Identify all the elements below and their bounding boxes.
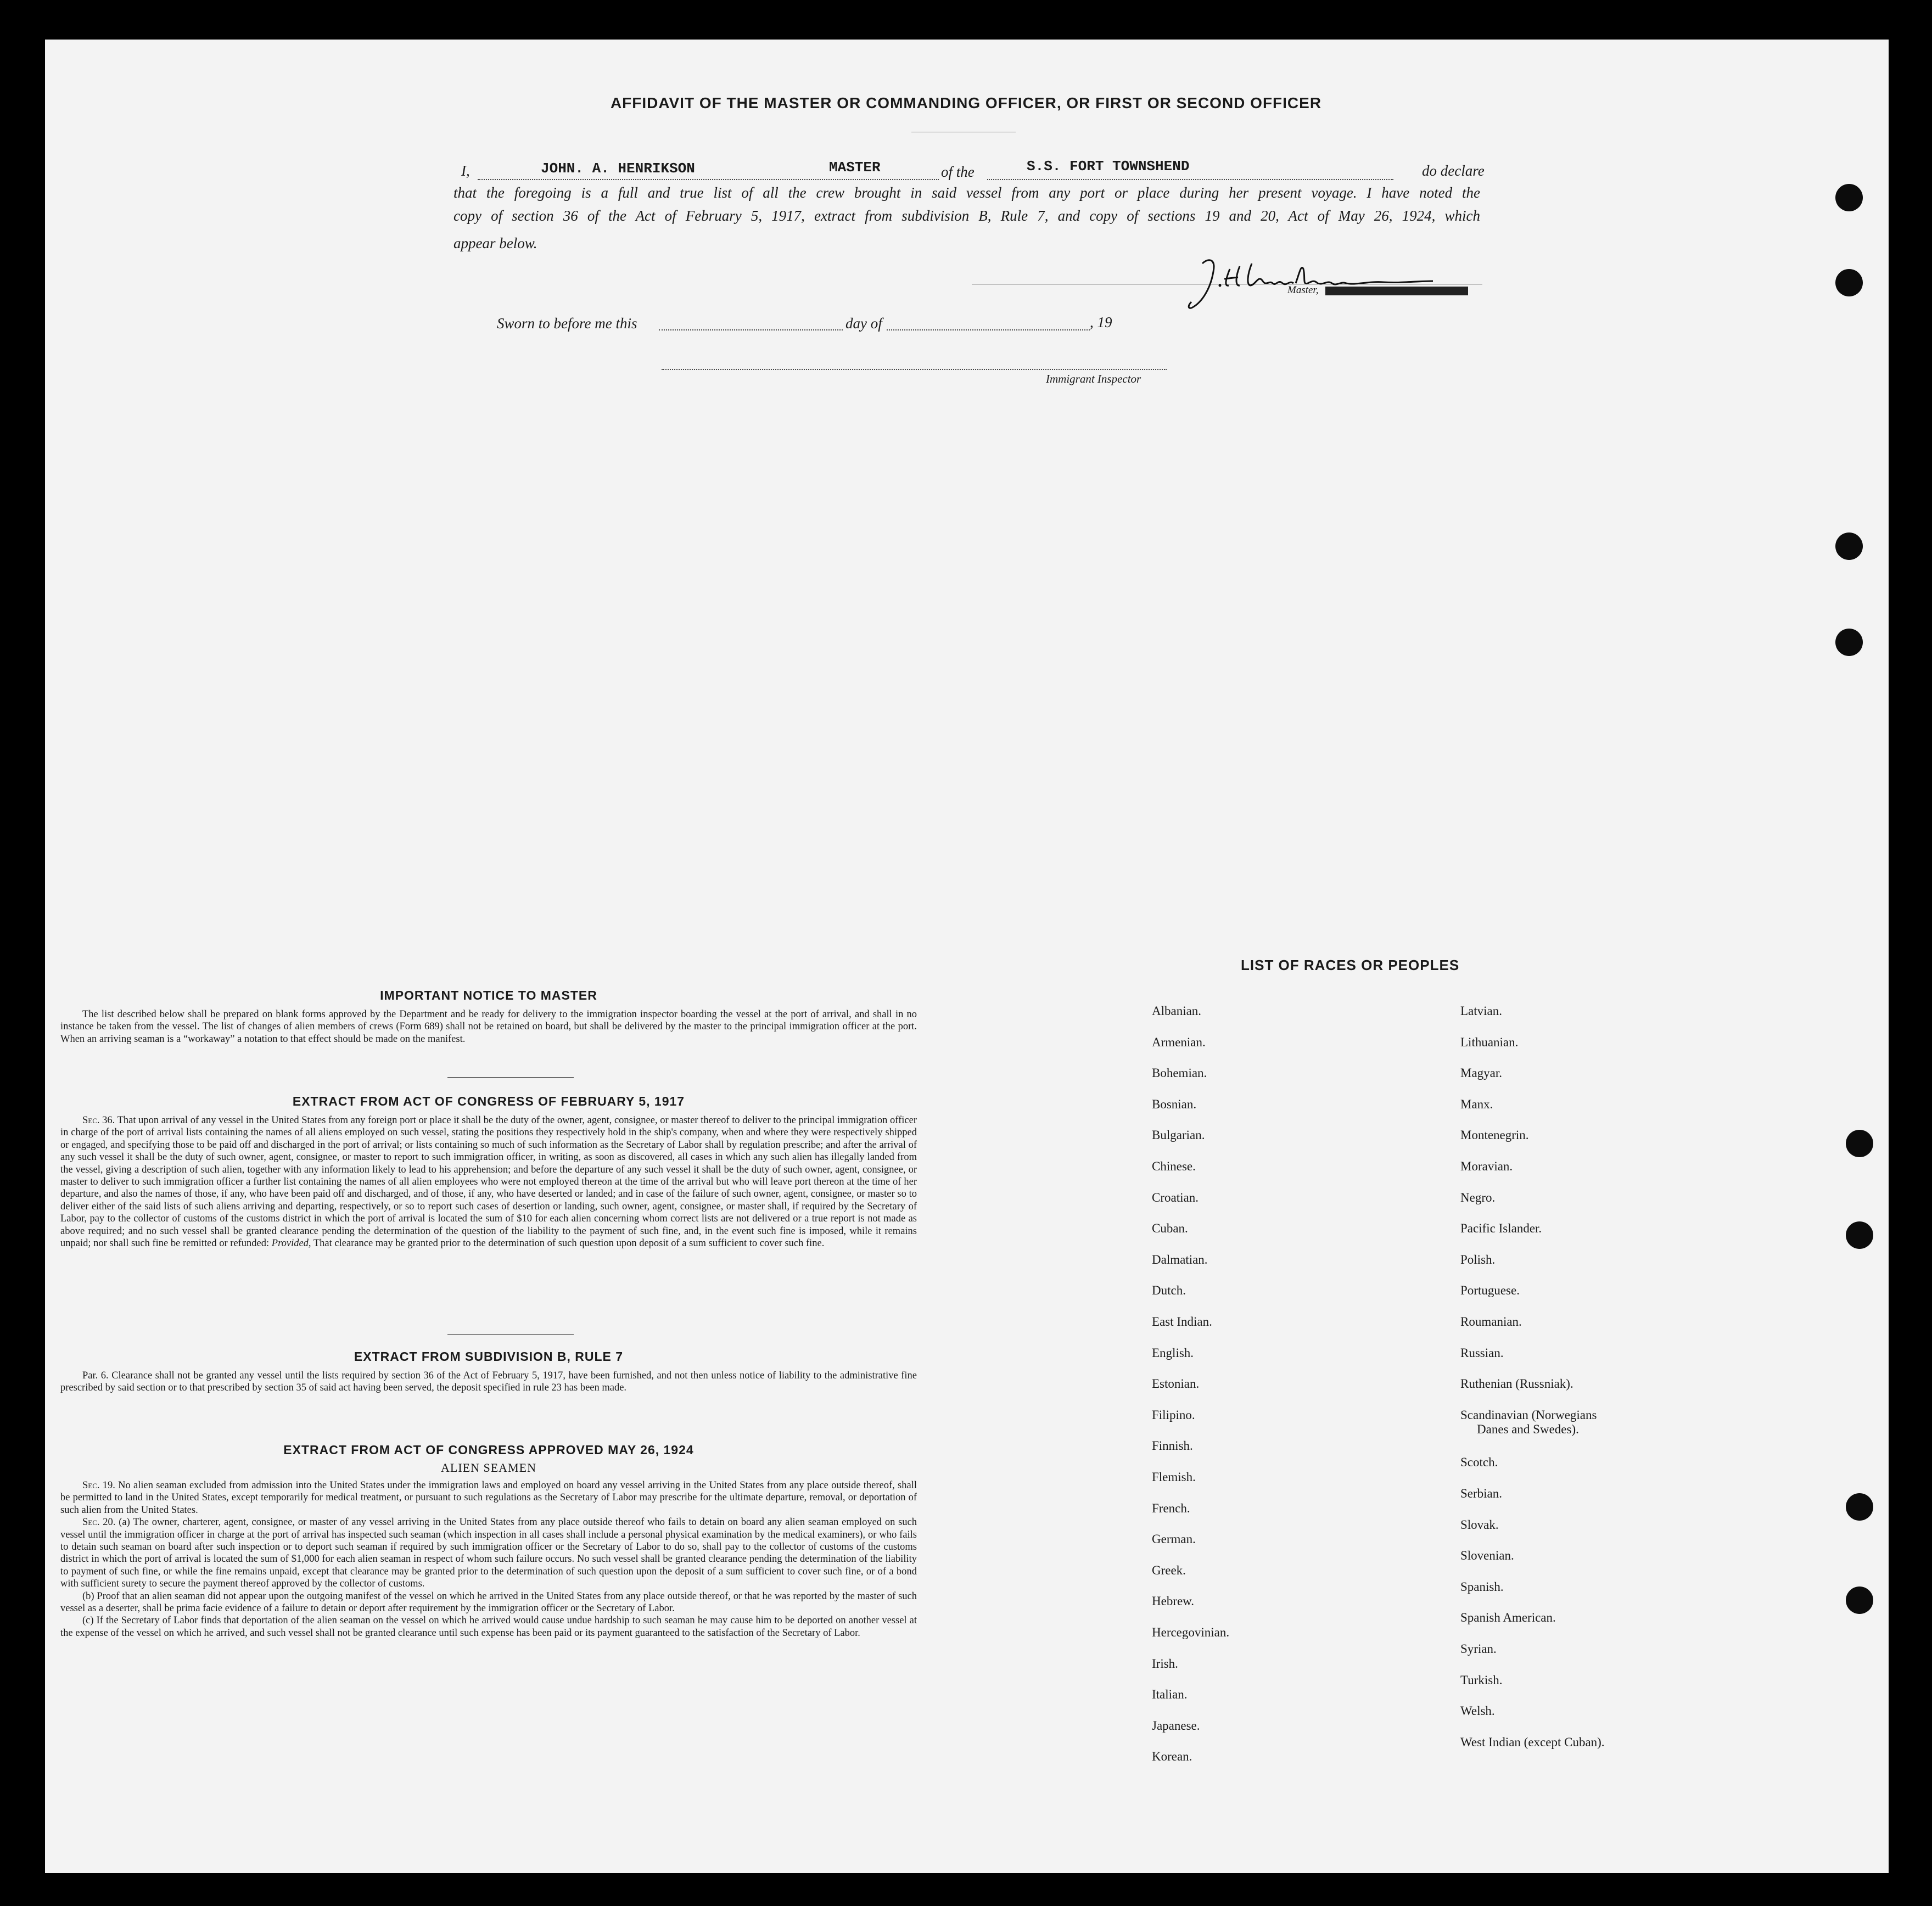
master-title: Master, <box>1287 284 1319 296</box>
race-item: Ruthenian (Russniak). <box>1460 1377 1573 1391</box>
sec20a-body: (a) The owner, charterer, agent, consignee, or master of any vessel arriving in the United States from any place outside thereof who fails to detain on board any alien seaman employed on such vessel until the immigration officer in charge at the port of arrival has inspected such seaman (which inspection in all cases shall include a personal physical examination by the medical examiners), or who fails to detain such seaman on board after such inspection or to deport such seaman if required by such immigration officer or the Secretary of Labor to do so, shall pay to the collector of customs of the customs district in which the port of arrival is located the sum of $1,000 for each alien seaman in respect of whom such failure occurs. No such vessel shall be granted clearance pending the determination of the liability to payment of such fine, or while the fine remains unpaid, except that clearance may be granted prior to the determination of such question upon the deposit of a sum sufficient to cover such fine, or of a bond with sufficient surety to secure the payment thereof approved by the collector of customs. <box>60 1517 917 1590</box>
race-item: Croatian. <box>1152 1190 1199 1204</box>
notice-text: The list described below shall be prepared on blank forms approved by the Department and be ready for delivery to the immigration inspector boarding the vessel at the port of arrival, and shall in no instance be taken from the vessel. The list of changes of alien members of crews (Form 689) shall not be retained on board, but shall be delivered by the master to the principal immigration officer at the port. When an arriving seaman is a “workaway” a notation to that effect should be made on the manifest. <box>60 1009 917 1045</box>
race-item: Bohemian. <box>1152 1066 1207 1080</box>
sec20c-text: (c) If the Secretary of Labor finds that deportation of the alien seaman on the vessel on which he arrived would cause undue hardship to such seaman he may cause him to be deported on another vessel at the expense of the vessel on which he arrived, and such vessel shall not be granted clearance until such expense has been paid or its payment guaranteed to the satisfaction of the Secretary of Labor. <box>60 1615 917 1639</box>
race-item: French. <box>1152 1501 1190 1515</box>
race-item: Spanish. <box>1460 1579 1504 1594</box>
race-item: German. <box>1152 1532 1196 1546</box>
rule-7 <box>60 1349 917 1394</box>
inspector-label: Immigrant Inspector <box>1046 372 1141 385</box>
sec19-body: No alien seaman excluded from admission into the United States under the immigration laws and employed on board any vessel arriving in the United States from any place outside thereof, shall be permitted to land in the United States, except temporarily for medical treatment, or pursuant to such regulations as the Secretary of Labor may prescribe for the ultimate departure, removal, or deportation of such alien from the United States. <box>60 1480 917 1516</box>
race-item: Slovenian. <box>1460 1549 1514 1563</box>
extract-1917-heading: EXTRACT FROM ACT OF CONGRESS OF FEBRUARY 5, 1917 <box>292 1094 685 1108</box>
punch-hole <box>1846 1221 1873 1249</box>
sec20b-text: (b) Proof that an alien seaman did not appear upon the outgoing manifest of the vessel on which he arrived in the United States from any place outside thereof, or that he was reported by the master of such vessel as a deserter, shall be prima facie evidence of a failure to detain or deport after requirement by the immigration officer or the Secretary of Labor. <box>60 1590 917 1615</box>
race-item: Lithuanian. <box>1460 1035 1519 1049</box>
race-item: Albanian. <box>1152 1004 1202 1018</box>
race-item: West Indian (except Cuban). <box>1460 1735 1605 1749</box>
alien-seamen-subheading: ALIEN SEAMEN <box>441 1461 536 1475</box>
day-of-label: day of <box>845 315 882 332</box>
race-item: Polish. <box>1460 1252 1496 1266</box>
sec19-text <box>60 1479 917 1516</box>
race-item: Hercegovinian. <box>1152 1625 1230 1639</box>
punch-hole <box>1846 1130 1873 1157</box>
race-item: Latvian. <box>1460 1004 1502 1018</box>
section-divider <box>447 1077 574 1078</box>
punch-hole <box>1835 269 1863 296</box>
race-item: Bulgarian. <box>1152 1128 1205 1142</box>
punch-hole <box>1846 1587 1873 1614</box>
important-notice <box>60 988 917 1045</box>
race-item: Estonian. <box>1152 1377 1200 1391</box>
of-the-label: of the <box>941 164 975 180</box>
race-item: Portuguese. <box>1460 1283 1520 1298</box>
affidavit-text-line: copy of section 36 of the Act of February 5, 1917, extract from subdivision B, Rule 7, and copy of sections 19 and 20, Act of May 26, 1924, which <box>453 208 1480 224</box>
year-label: , 19 <box>1090 314 1112 330</box>
punch-hole <box>1835 184 1863 211</box>
race-item: Roumanian. <box>1460 1315 1522 1328</box>
race-item: Dalmatian. <box>1152 1252 1208 1266</box>
race-item: Turkish. <box>1460 1673 1503 1687</box>
race-item: Japanese. <box>1152 1718 1200 1733</box>
race-item: Bosnian. <box>1152 1097 1197 1111</box>
race-item: Cuban. <box>1152 1221 1188 1236</box>
master-signature <box>1186 247 1438 313</box>
race-item: Serbian. <box>1460 1487 1503 1500</box>
sec20-label: Sec. 20. <box>82 1517 116 1528</box>
sworn-label: Sworn to before me this <box>497 315 637 332</box>
master-name: JOHN. A. HENRIKSON <box>541 160 695 177</box>
punch-hole <box>1835 532 1863 560</box>
race-item: East Indian. <box>1152 1315 1212 1328</box>
race-item: Greek. <box>1152 1563 1186 1577</box>
punch-hole <box>1835 629 1863 656</box>
rule-7-text: Par. 6. Clearance shall not be granted any vessel until the lists required by section 36 of the Act of February 5, 1917, have been furnished, and not then unless notice of liability to the administrative fine prescribed by said section or to that prescribed by section 35 of said act having been served, the deposit specified in rule 23 has been made. <box>60 1370 917 1394</box>
extract-1917 <box>60 1094 917 1249</box>
affidavit-text-line: appear below. <box>453 235 537 251</box>
affidavit-title: AFFIDAVIT OF THE MASTER OR COMMANDING OFFICER, OR FIRST OR SECOND OFFICER <box>610 94 1322 111</box>
race-item: Dutch. <box>1152 1283 1186 1298</box>
notice-heading: IMPORTANT NOTICE TO MASTER <box>380 988 597 1002</box>
sec-label: Sec. 36. <box>82 1115 115 1126</box>
race-item: Negro. <box>1460 1190 1496 1204</box>
race-item: Scandinavian (Norwegians <box>1460 1408 1597 1422</box>
race-item: Magyar. <box>1460 1066 1503 1080</box>
race-item: Russian. <box>1460 1346 1504 1360</box>
race-item: Manx. <box>1460 1097 1493 1111</box>
master-rank: MASTER <box>829 159 881 176</box>
rule-7-heading: EXTRACT FROM SUBDIVISION B, RULE 7 <box>354 1349 624 1364</box>
punch-hole <box>1846 1493 1873 1521</box>
race-item: Moravian. <box>1460 1159 1513 1173</box>
master-title-label <box>1287 284 1468 296</box>
race-item: Syrian. <box>1460 1642 1497 1656</box>
race-item: Montenegrin. <box>1460 1128 1529 1142</box>
race-item: Irish. <box>1152 1656 1178 1670</box>
sworn-month-line <box>887 329 1090 330</box>
race-item: Scotch. <box>1460 1455 1498 1470</box>
race-item: Armenian. <box>1152 1035 1206 1049</box>
race-item: Filipino. <box>1152 1408 1195 1422</box>
race-item: Hebrew. <box>1152 1594 1195 1608</box>
redacted-title <box>1325 287 1468 295</box>
race-item: Welsh. <box>1460 1704 1495 1718</box>
inspector-line <box>662 369 1167 370</box>
races-heading: LIST OF RACES OR PEOPLES <box>1241 957 1460 973</box>
race-item: Finnish. <box>1152 1439 1193 1453</box>
race-item: Slovak. <box>1460 1517 1499 1532</box>
race-item: Danes and Swedes). <box>1477 1422 1579 1437</box>
provided-label: Provided, <box>271 1238 311 1249</box>
name-line <box>478 179 939 180</box>
i-label: I, <box>461 162 470 179</box>
sec20a-text <box>60 1516 917 1590</box>
race-item: Korean. <box>1152 1750 1192 1764</box>
extract-1924 <box>60 1443 917 1639</box>
sec19-label: Sec. 19. <box>82 1480 115 1491</box>
race-item: Pacific Islander. <box>1460 1221 1542 1236</box>
section-divider <box>447 1334 574 1335</box>
sec36-text-end: That clearance may be granted prior to the determination of such question upon deposit of a sum sufficient to cover such fine. <box>313 1238 825 1249</box>
sworn-day-line <box>659 329 843 330</box>
race-item: English. <box>1152 1346 1194 1360</box>
extract-1917-text <box>60 1114 917 1249</box>
race-item: Italian. <box>1152 1688 1188 1702</box>
declare-label: do declare <box>1422 162 1485 179</box>
vessel-line <box>987 179 1393 180</box>
affidavit-text-line: that the foregoing is a full and true list of all the crew brought in said vessel from any port or place during her present voyage. I have noted the <box>453 184 1480 201</box>
sec36-text: That upon arrival of any vessel in the United States from any foreign port or place it shall be the duty of the owner, agent, consignee, or master thereof to deliver to the principal immigration officer in charge of the port of arrival lists containing the names of all aliens employed on such vessel, stating the positions they respectively hold in the ship's company, when and where they were respectively shipped or engaged, and specifying those to be paid off and discharged in the port of arrival; or lists containing so much of such information as the Secretary of Labor shall by regulation prescribe; and after the arrival of any such vessel it shall be the duty of such owner, agent, consignee, or master to report to such immigration officer, in writing, as soon as discovered, all cases in which any such alien has illegally landed from the vessel, giving a description of such alien, together with any information likely to lead to his apprehension; and before the departure of any such vessel it shall be the duty of such owner, agent, consignee, or master to deliver to such immigration officer a further list containing the names of all alien employees who were not employed thereon at the time of the arrival but who will leave port thereon at the time of her departure, and also the names of those, if any, who have been paid off and discharged, and of those, if any, who have deserted or landed; and in case of the failure of such owner, agent, consignee, or master so to deliver either of the said lists of such aliens arriving and departing, respectively, or so to report such cases of desertion or landing, such owner, agent, consignee, or master shall, if required by the Secretary of Labor, pay to the collector of customs of the customs district in which the port of arrival is located the sum of $10 for each alien concerning whom correct lists are not delivered or a true report is not made as above required; and no such vessel shall be granted clearance pending the determination of the question of the liability to the payment of such fine, and, in the event such fine is imposed, while it remains unpaid; nor shall such fine be remitted or refunded: <box>60 1115 917 1249</box>
extract-1924-heading: EXTRACT FROM ACT OF CONGRESS APPROVED MAY 26, 1924 <box>283 1443 694 1457</box>
vessel-name: S.S. FORT TOWNSHEND <box>1027 158 1190 175</box>
race-item: Spanish American. <box>1460 1611 1556 1625</box>
race-item: Flemish. <box>1152 1470 1196 1484</box>
race-item: Chinese. <box>1152 1159 1196 1173</box>
